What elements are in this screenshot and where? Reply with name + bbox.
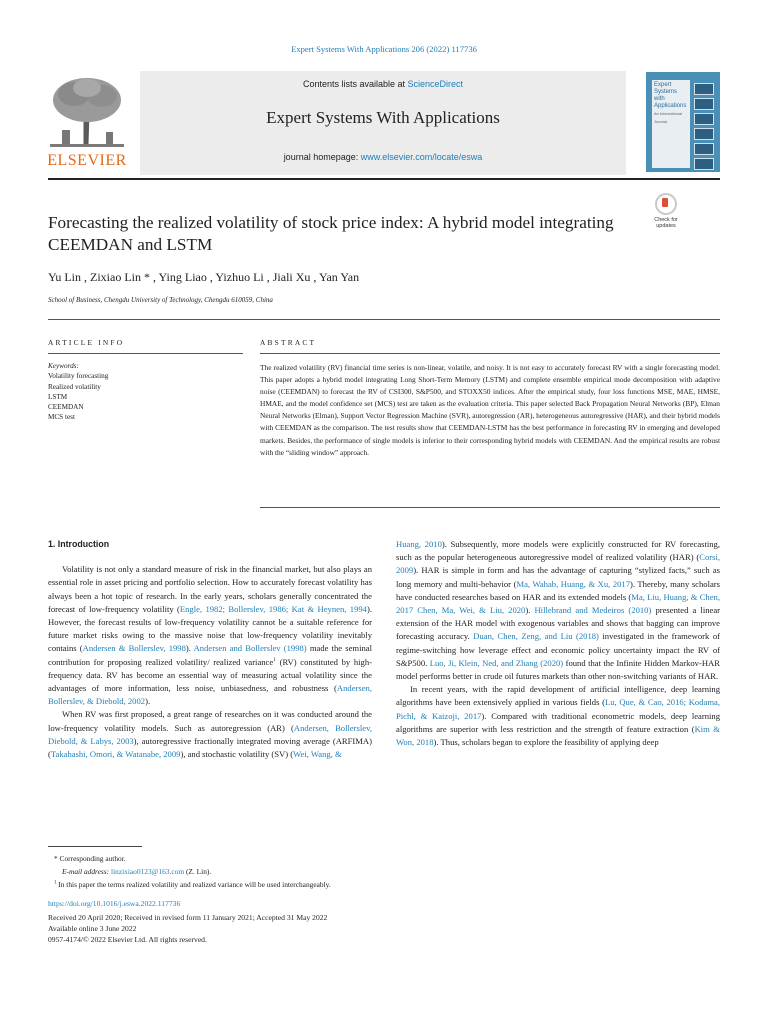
header-rule [48, 178, 720, 180]
paragraph: Volatility is not only a standard measure of risk in the financial market, but also plays an essential role in asset pricing and portfolio selection. How to accurately forecast volatility has always been a hot topic of research. In the early years, scholars generally concentrated the forecast of low-frequency volatility (Engle, 1982; Bollerslev, 1986; Kat & Heynen, 1994). However, the forecast results of low-frequency volatility cannot be a suitable reference for future market risks owing to the massive noise that low-frequency volatility inevitably contains (Andersen & Bollerslev, 1998). Andersen and Bollerslev (1998) made the seminal contribution for proposing realized volatility/ realized variance$^1$ (RV) constituted by high-frequency data. RV has become an essential way of measuring actual volatility since the advantages of more information, less noise, unbiasedness, and robustness (Andersen, Bollerslev, & Diebold, 2002). [48, 564, 372, 707]
paragraph: Huang, 2010). Subsequently, more models were explicitly constructed for RV forecasting, such as the popular heterogeneous autoregressive model of realized volatility (HAR) (Corsi, 2009). HAR is simple in form and has the advantage of capturing “stylized facts,” such as long memory and multi-behavior (Ma, Wahab, Huang, & Xu, 2017). Thereby, many scholars have conducted researches based on HAR and its extended models (Ma, Liu, Huang, & Chen, 2017 Chen, Ma, Wei, & Liu, 2020). Hillebrand and Medeiros (2010) presented a linear extension of the HAR model with exogenous variables and shows that bagging can improve forecasting accuracy. Duan, Chen, Zeng, and Liu (2018) investigated in the framework of regime-switching how leverage effect and economic policy uncertainty impact the RV of S&P500. Luo, Ji, Klein, Ned, and Zhang (2020) found that the Infinite Hidden Markov-HAR model performs better in crude oil futures markets than other non-switching variants of HAR. [396, 539, 720, 682]
abstract-text: The realized volatility (RV) financial time series is non-linear, volatile, and noisy. It is not easy to accurately forecast RV with a single forecasting model. This paper adopts a hybrid model integrating Long Short-Term Memory (LSTM) and complete ensemble empirical mode decomposition with adaptive noise (CEEMDAN) to forecast the RV of CSI300, S&P500, and STOXX50 indices. After the empirical study, four loss functions MSE, MAE, HMSE, HMAE, and the model confidence set (MCS) test are taken as the evaluation criteria. This paper selected Back Propagation Neural Networks (BP), Elman Neural Networks (Elman), Support Vector Regression Machine (SVR), autoregression (AR), heterogeneous autoregressive (HAR), and their hybrid models with CEEMDAN as the comparison. The test results show that CEEMDAN-LSTM has the best performance in forecasting RV in emerging and developed markets. Besides, the performance of single models is inferior to their corresponding hybrid models with CEEMDAN. And the empirical results are robust with the “sliding window” approach. [260, 363, 720, 457]
journal-title: Expert Systems With Applications [266, 108, 500, 127]
keywords-block [48, 361, 238, 423]
journal-reference[interactable]: Expert Systems With Applications 206 (2022) 117736 [291, 44, 477, 54]
email-suffix: (Z. Lin). [184, 867, 212, 876]
keyword-item: Realized volatility [48, 382, 101, 391]
paper-title: Forecasting the realized volatility of stock price index: A hybrid model integrating CEEMDAN and LSTM [48, 213, 614, 254]
contents-prefix: Contents lists available at [302, 79, 408, 89]
citation-link[interactable]: Andersen, Bollerslev, & Diebold, 2002 [48, 683, 372, 707]
cover-title: Expert Systems with Applications An International Journal [652, 80, 690, 168]
section-heading-introduction: 1. Introduction [48, 539, 110, 549]
footnote-1: $^1$ In this paper the terms realized volatility and realized variance will be used interchangeably. [54, 880, 331, 889]
email-link[interactable]: linzixiao0123@163.com [111, 867, 185, 876]
abstract-heading: ABSTRACT [260, 338, 317, 347]
article-info-heading: ARTICLE INFO [48, 338, 125, 347]
citation-link[interactable]: Corsi, 2009 [396, 552, 720, 576]
author-list: Yu Lin , Zixiao Lin * , Ying Liao , Yizhuo Li , Jiali Xu , Yan Yan [48, 270, 360, 284]
check-for-updates-button[interactable] [644, 193, 688, 233]
elsevier-logo[interactable] [44, 74, 130, 170]
footnote-rule [48, 846, 142, 847]
affiliation: School of Business, Chengdu University of Technology, Chengdu 610059, China [48, 296, 273, 304]
elsevier-tree-icon [44, 74, 130, 152]
citation-link[interactable]: Luo, Ji, Klein, Ned, and Zhang (2020) [429, 657, 564, 668]
cover-subtitle: An International Journal [654, 111, 683, 124]
citation-link[interactable]: Wei, Wang, & [293, 749, 342, 760]
received-dates: Received 20 April 2020; Received in revised form 11 January 2021; Accepted 31 May 2022 [48, 913, 328, 922]
check-updates-icon [655, 193, 677, 215]
elsevier-wordmark: ELSEVIER [47, 152, 127, 169]
keyword-item: LSTM [48, 392, 68, 401]
right-column [396, 538, 720, 749]
cover-figures [694, 80, 716, 168]
divider [48, 353, 243, 354]
citation-link[interactable]: Takahashi, Omori, & Watanabe, 2009 [50, 749, 181, 760]
citation-link[interactable]: Andersen and Bollerslev (1998) [193, 643, 307, 654]
citation-link[interactable]: Andersen & Bollerslev, 1998 [82, 643, 186, 654]
email-label: E-mail address: [62, 867, 110, 876]
publication-dates [48, 912, 327, 945]
left-column [48, 538, 372, 761]
citation-link[interactable]: Duan, Chen, Zeng, and Liu (2018) [473, 631, 599, 642]
citation-link[interactable]: Kim & Won, 2018 [396, 723, 720, 748]
citation-link[interactable]: Lu, Que, & Cao, 2016; Kodama, Pichl, & Kaizoji, 2017 [396, 697, 720, 721]
journal-homepage [140, 152, 626, 162]
divider [48, 319, 720, 320]
contents-line [140, 79, 626, 89]
citation-link[interactable]: Hillebrand and Medeiros (2010) [534, 605, 652, 616]
keyword-item: MCS test [48, 413, 75, 422]
doi-link[interactable]: https://doi.org/10.1016/j.eswa.2022.117736 [48, 899, 181, 908]
citation-link[interactable]: Ma, Wahab, Huang, & Xu, 2017 [516, 578, 631, 589]
citation-link[interactable]: Huang, 2010 [396, 539, 442, 549]
online-date: Available online 3 June 2022 [48, 924, 137, 933]
paragraph: In recent years, with the rapid development of artificial intelligence, deep learning algorithms have been extensively applied in various fields (Lu, Que, & Cao, 2016; Kodama, Pichl, & Kaizoji, 2017). Compared with traditional econometric models, deep learning algorithms are superior with less restriction and the strength of feature extraction (Kim & Won, 2018). Thus, scholars began to explore the feasibility of applying deep [396, 684, 720, 748]
footnote-email [62, 865, 720, 878]
divider [260, 507, 720, 508]
copyright: 0957-4174/© 2022 Elsevier Ltd. All rights reserved. [48, 935, 207, 944]
check-updates-label: Check for updates [654, 217, 678, 229]
citation-link[interactable]: Engle, 1982; Bollerslev, 1986; Kat & Heynen, 1994 [179, 603, 367, 614]
homepage-prefix: journal homepage: [283, 152, 361, 162]
homepage-link[interactable]: www.elsevier.com/locate/eswa [360, 152, 483, 162]
paragraph: When RV was first proposed, a great range of researches on it was conducted around the low-frequency volatility models. Such as autoregression (AR) (Andersen, Bollerslev, Diebold, & Labys, 2003), autoregressive fractionally integrated moving average (ARFIMA) (Takahashi, Omori, & Watanabe, 2009), and stochastic volatility (SV) (Wei, Wang, & [48, 709, 373, 760]
journal-cover-thumbnail[interactable] [646, 72, 720, 172]
sciencedirect-link[interactable]: ScienceDirect [407, 79, 464, 89]
keyword-item: Volatility forecasting [48, 372, 109, 381]
citation-link[interactable]: Andersen, Bollerslev, Diebold, & Labys, 2003 [48, 722, 372, 746]
footnotes [48, 852, 720, 891]
divider [260, 353, 720, 354]
keyword-item: CEEMDAN [48, 403, 84, 412]
footnote-marker[interactable]: 1 [273, 656, 276, 663]
footnote-corresponding: * Corresponding author. [54, 854, 126, 863]
citation-link[interactable]: Ma, Liu, Huang, & Chen, 2017 Chen, Ma, Wei, & Liu, 2020 [396, 591, 720, 616]
keywords-label: Keywords: [48, 362, 79, 370]
